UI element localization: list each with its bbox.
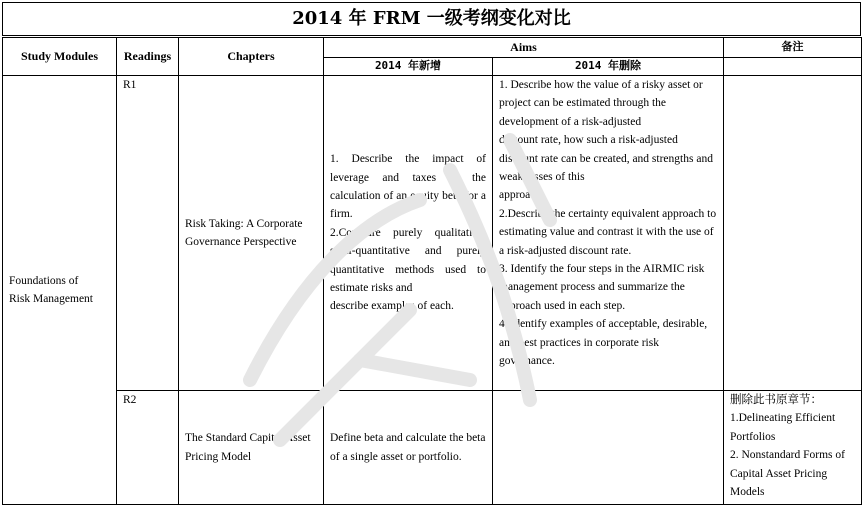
- reading-cell: R1: [117, 76, 179, 391]
- header-chapters: Chapters: [179, 38, 324, 76]
- page-title: 2014 年 FRM 一级考纲变化对比: [2, 2, 861, 36]
- notes-cell: [724, 76, 862, 391]
- table-row: [3, 391, 862, 505]
- header-notes: 备注: [724, 38, 862, 58]
- deleted-aims-cell: 1. Describe how the value of a risky asset or project can be estimated through the development of a risk-adjusted discount rate, how such a risk-adjusted discount rate can be created, and strengths and weaknesses of this approach. 2.Describe the certainty equivalent approach to estimating value and contrast it with the use of a risk-adjusted discount rate. 3. Identify the four steps in the AIRMIC risk management process and summarize the approach used in each step. 4. Identify examples of acceptable, desirable, and best practices in corporate risk governance.: [493, 76, 724, 391]
- table-row: [3, 76, 862, 391]
- notes-subheader-empty: [724, 58, 862, 76]
- header-added: 2014 年新增: [324, 58, 493, 76]
- added-aims-cell: 1. Describe the impact of leverage and taxes in the calculation of an equity beta for a firm. 2.Compare purely qualitative, semi-quantitative and purely quantitative methods used to estimate risks and describe examples of each.: [324, 76, 493, 391]
- header-aims: Aims: [324, 38, 724, 58]
- header-readings: Readings: [117, 38, 179, 76]
- deleted-aims-cell: [493, 391, 724, 505]
- notes-cell: 删除此书原章节： 1.Delineating Efficient Portfolios 2. Nonstandard Forms of Capital Asset Pricing Models: [724, 391, 862, 505]
- header-deleted: 2014 年删除: [493, 58, 724, 76]
- module-cell: Foundations of Risk Management: [3, 76, 117, 505]
- syllabus-table: [2, 37, 862, 505]
- added-aims-cell: Define beta and calculate the beta of a single asset or portfolio.: [324, 391, 493, 505]
- header-study-modules: Study Modules: [3, 38, 117, 76]
- chapter-cell: Risk Taking: A Corporate Governance Perspective: [179, 76, 324, 391]
- chapter-cell: The Standard Capital Asset Pricing Model: [179, 391, 324, 505]
- reading-cell: R2: [117, 391, 179, 505]
